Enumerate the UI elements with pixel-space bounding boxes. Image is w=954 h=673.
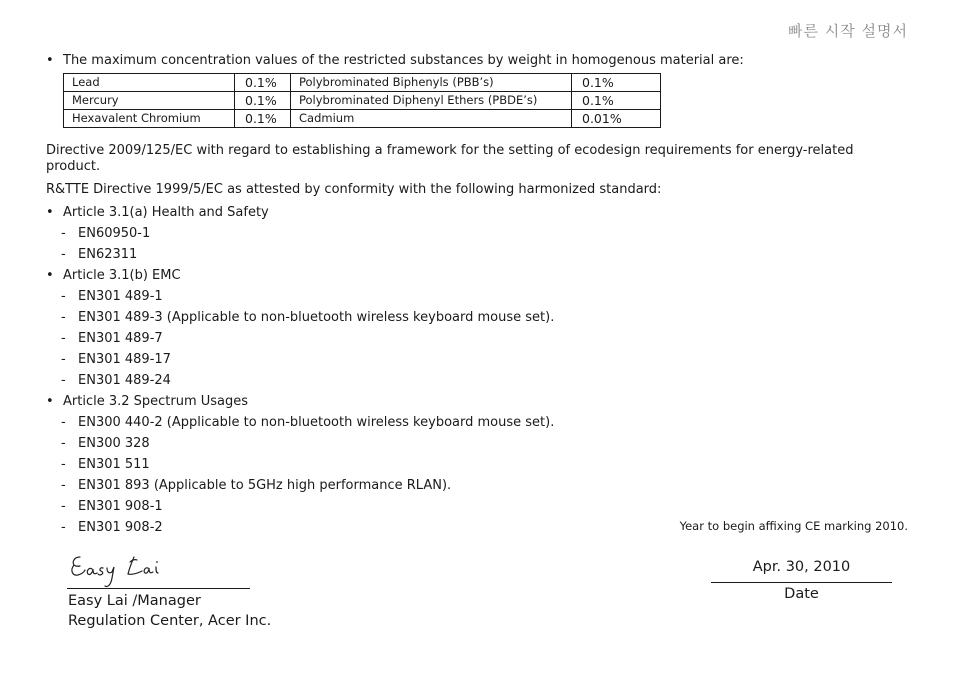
bullet-marker: • bbox=[46, 205, 54, 220]
bullet-marker: • bbox=[46, 394, 54, 409]
table-row bbox=[64, 110, 661, 128]
standard-item: EN301 489-17 bbox=[78, 352, 171, 367]
bullet-marker: • bbox=[46, 268, 54, 283]
list-item bbox=[46, 349, 686, 370]
list-item bbox=[46, 223, 686, 244]
date-label: Date bbox=[784, 586, 819, 602]
signer-organization: Regulation Center, Acer Inc. bbox=[68, 613, 272, 629]
rtte-directive-paragraph: R&TTE Directive 1999/5/EC as attested by conformity with the following harmonized standard: bbox=[46, 182, 662, 197]
signature-line bbox=[67, 588, 250, 589]
list-item bbox=[46, 286, 686, 307]
intro-text: The maximum concentration values of the restricted substances by weight in homogenous material are: bbox=[63, 53, 744, 68]
standard-item: EN301 489-3 (Applicable to non-bluetooth wireless keyboard mouse set). bbox=[78, 310, 555, 325]
dash-marker: - bbox=[61, 226, 66, 241]
list-item bbox=[46, 496, 686, 517]
substance-name: Mercury bbox=[64, 92, 235, 110]
standard-item: EN301 489-1 bbox=[78, 289, 163, 304]
dash-marker: - bbox=[61, 373, 66, 388]
dash-marker: - bbox=[61, 352, 66, 367]
article-heading bbox=[46, 265, 686, 286]
dash-marker: - bbox=[61, 331, 66, 346]
article-title: Article 3.2 Spectrum Usages bbox=[63, 394, 249, 409]
list-item bbox=[46, 244, 686, 265]
standard-item: EN301 893 (Applicable to 5GHz high performance RLAN). bbox=[78, 478, 452, 493]
bullet-marker: • bbox=[46, 53, 54, 68]
article-list bbox=[46, 202, 686, 538]
article-heading bbox=[46, 391, 686, 412]
list-item bbox=[46, 307, 686, 328]
signer-block bbox=[68, 591, 271, 631]
standard-item: EN301 908-1 bbox=[78, 499, 163, 514]
ce-marking-note: Year to begin affixing CE marking 2010. bbox=[679, 519, 908, 533]
standard-item: EN300 440-2 (Applicable to non-bluetooth wireless keyboard mouse set). bbox=[78, 415, 555, 430]
substance-name: Cadmium bbox=[291, 110, 572, 128]
standard-item: EN301 511 bbox=[78, 457, 150, 472]
table-row bbox=[64, 92, 661, 110]
standard-item: EN301 908-2 bbox=[78, 520, 163, 535]
dash-marker: - bbox=[61, 247, 66, 262]
article-title: Article 3.1(a) Health and Safety bbox=[63, 205, 269, 220]
dash-marker: - bbox=[61, 457, 66, 472]
list-item bbox=[46, 475, 686, 496]
list-item bbox=[46, 433, 686, 454]
list-item bbox=[46, 328, 686, 349]
substance-value: 0.1% bbox=[235, 74, 291, 92]
table-row bbox=[64, 74, 661, 92]
ecodesign-directive-paragraph: Directive 2009/125/EC with regard to establishing a framework for the setting of ecodesign requirements for energy-related product. bbox=[46, 143, 854, 174]
substance-name: Lead bbox=[64, 74, 235, 92]
substance-table bbox=[63, 73, 661, 128]
intro-bullet-line bbox=[46, 53, 916, 69]
standard-item: EN300 328 bbox=[78, 436, 150, 451]
standard-item: EN62311 bbox=[78, 247, 138, 262]
standard-item: EN301 489-7 bbox=[78, 331, 163, 346]
substance-value: 0.1% bbox=[572, 74, 661, 92]
substance-value: 0.1% bbox=[235, 110, 291, 128]
dash-marker: - bbox=[61, 310, 66, 325]
dash-marker: - bbox=[61, 499, 66, 514]
dash-marker: - bbox=[61, 520, 66, 535]
article-title: Article 3.1(b) EMC bbox=[63, 268, 181, 283]
substance-value: 0.01% bbox=[572, 110, 661, 128]
date-value: Apr. 30, 2010 bbox=[752, 559, 851, 575]
list-item bbox=[46, 517, 686, 538]
handwritten-signature bbox=[68, 548, 188, 590]
substance-value: 0.1% bbox=[235, 92, 291, 110]
dash-marker: - bbox=[61, 478, 66, 493]
list-item bbox=[46, 454, 686, 475]
substance-name: Hexavalent Chromium bbox=[64, 110, 235, 128]
article-heading bbox=[46, 202, 686, 223]
page-header-title: 빠른 시작 설명서 bbox=[788, 22, 908, 40]
list-item bbox=[46, 370, 686, 391]
dash-marker: - bbox=[61, 415, 66, 430]
date-line bbox=[711, 582, 892, 583]
standard-item: EN301 489-24 bbox=[78, 373, 171, 388]
substance-name: Polybrominated Diphenyl Ethers (PBDE’s) bbox=[291, 92, 572, 110]
signer-name-title: Easy Lai /Manager bbox=[68, 593, 201, 609]
substance-value: 0.1% bbox=[572, 92, 661, 110]
list-item bbox=[46, 412, 686, 433]
standard-item: EN60950-1 bbox=[78, 226, 151, 241]
dash-marker: - bbox=[61, 436, 66, 451]
dash-marker: - bbox=[61, 289, 66, 304]
substance-name: Polybrominated Biphenyls (PBB’s) bbox=[291, 74, 572, 92]
